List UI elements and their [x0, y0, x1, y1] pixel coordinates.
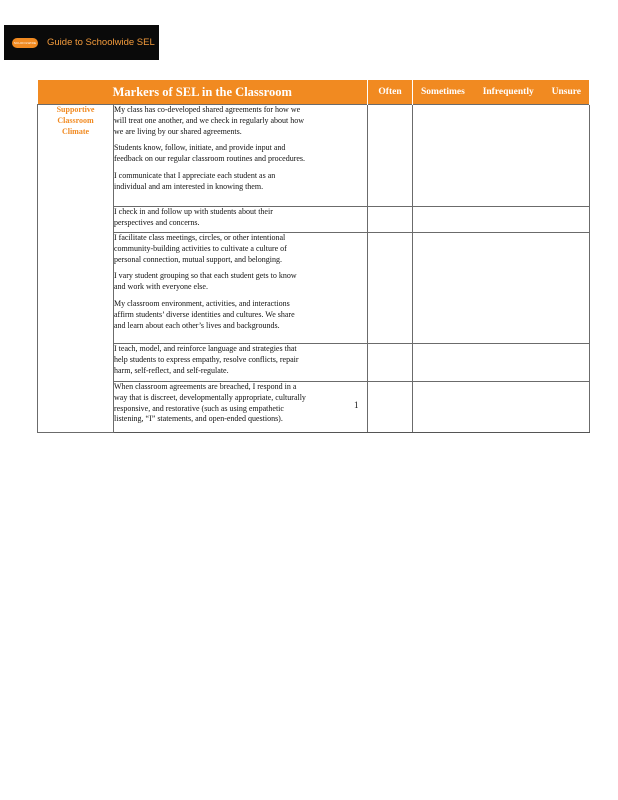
table-title: Markers of SEL in the Classroom — [38, 80, 368, 105]
marker-text: My class has co-developed shared agreements for how we will treat one another, and we check in regularly about how we are living by our shared agreements. — [114, 105, 305, 136]
rating-cell-frequency[interactable] — [413, 105, 590, 207]
marker-cell — [114, 344, 368, 382]
rating-cell-often[interactable] — [368, 344, 413, 382]
marker-text: I communicate that I appreciate each student as an individual and am interested in knowing them. — [114, 170, 276, 191]
rating-cell-frequency[interactable] — [413, 382, 590, 433]
col-frequency-group — [413, 80, 590, 105]
table-row — [38, 105, 590, 207]
logo-mark: SCHOOLWIDE — [12, 38, 38, 48]
marker-cell — [114, 233, 368, 344]
table-row — [38, 207, 590, 233]
marker-cell — [114, 382, 368, 433]
marker-text: I vary student grouping so that each student gets to know and work with everyone else. — [114, 271, 297, 292]
rating-cell-often[interactable] — [368, 105, 413, 207]
guide-logo — [4, 25, 159, 60]
marker-text: Students know, follow, initiate, and provide input and feedback on our regular classroom routines and procedures. — [114, 143, 306, 164]
rating-cell-frequency[interactable] — [413, 233, 590, 344]
marker-text: I teach, model, and reinforce language and strategies that help students to express empathy, resolve conflicts, repair harm, self-reflect, and self-regulate. — [114, 344, 299, 375]
rating-cell-often[interactable] — [368, 233, 413, 344]
col-sometimes: Sometimes — [421, 87, 465, 97]
rating-cell-often[interactable] — [368, 382, 413, 433]
marker-cell — [114, 207, 368, 233]
marker-text: I facilitate class meetings, circles, or other intentional community-building activities to cultivate a culture of personal connection, mutual support, and belonging. — [114, 233, 287, 264]
marker-cell — [114, 105, 368, 207]
table-row — [38, 382, 590, 433]
col-often: Often — [368, 80, 413, 105]
table-row — [38, 233, 590, 344]
col-unsure: Unsure — [551, 87, 582, 97]
category-label: Supportive Classroom Climate — [38, 105, 114, 433]
col-infrequently: Infrequently — [482, 87, 534, 97]
rating-cell-frequency[interactable] — [413, 344, 590, 382]
logo-text: Guide to Schoolwide SEL — [47, 37, 155, 48]
sel-markers-table — [37, 80, 590, 433]
page-number: 1 — [354, 400, 359, 410]
marker-text: My classroom environment, activities, and interactions affirm students’ diverse identities and cultures. We share and learn about each other’s lives and backgrounds. — [114, 298, 295, 330]
marker-text: I check in and follow up with students about their perspectives and concerns. — [114, 207, 273, 227]
rating-cell-frequency[interactable] — [413, 207, 590, 233]
marker-text: When classroom agreements are breached, I respond in a way that is discreet, developmentally appropriate, culturally responsive, and restorative (such as using empathetic listening, “I” statements, and open-ended questions). — [114, 382, 306, 424]
table-row — [38, 344, 590, 382]
rating-cell-often[interactable] — [368, 207, 413, 233]
